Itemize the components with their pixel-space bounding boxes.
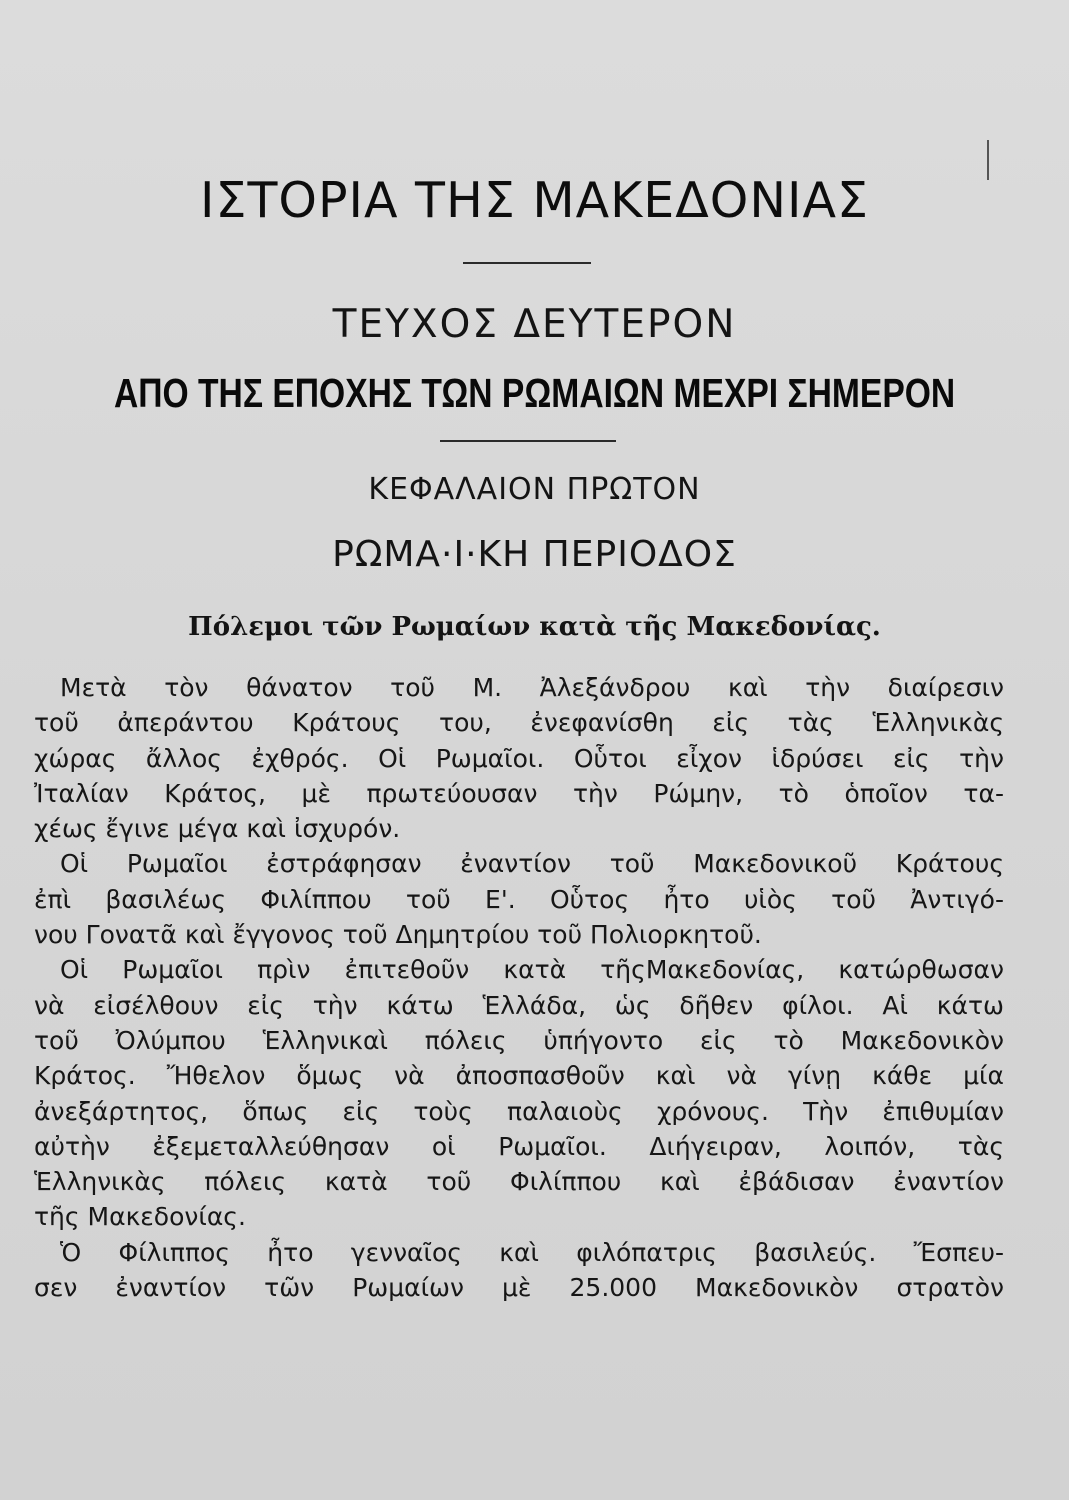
text-line: Κράτος. Ἤθελον ὅμως νὰ ἀποσπασθοῦν καὶ νὰ γίνῃ κάθε μία — [34, 1061, 1004, 1091]
text-line: Ὁ Φίλιππος ἦτο γενναῖος καὶ φιλόπατρις βασιλεύς. Ἔσπευ- — [60, 1237, 1004, 1267]
text-line: τοῦ ἀπεράντου Κράτους του, ἐνεφανίσθη εἰς τὰς Ἑλληνικὰς — [34, 708, 1004, 738]
text-line: νου Γονατᾶ καὶ ἔγγονος τοῦ Δημητρίου τοῦ Πολιορκητοῦ. — [34, 920, 762, 950]
text-line: σεν ἐναντίον τῶν Ρωμαίων μὲ 25.000 Μακεδονικὸν στρατὸν — [34, 1273, 1004, 1303]
section-heading: Πόλεμοι τῶν Ρωμαίων κατὰ τῆς Μακεδονίας. — [188, 612, 881, 642]
volume-subtitle: ΤΕΥΧΟΣ ΔΕΥΤΕΡΟΝ — [332, 302, 737, 347]
text-line: Οἱ Ρωμαῖοι ἐστράφησαν ἐναντίον τοῦ Μακεδονικοῦ Κράτους — [60, 849, 1004, 879]
text-line: Ἰταλίαν Κράτος, μὲ πρωτεύουσαν τὴν Ρώμην, τὸ ὁποῖον τα- — [34, 778, 1004, 808]
book-title: ΙΣΤΟΡΙΑ ΤΗΣ ΜΑΚΕΔΟΝΙΑΣ — [200, 172, 869, 229]
text-line: χέως ἔγινε μέγα καὶ ἰσχυρόν. — [34, 814, 401, 844]
text-line: ἀνεξάρτητος, ὅπως εἰς τοὺς παλαιοὺς χρόνους. Τὴν ἐπιθυμίαν — [34, 1096, 1004, 1126]
era-divider — [440, 440, 616, 442]
text-line: τοῦ Ὀλύμπου Ἑλληνικαὶ πόλεις ὑπήγοντο εἰς τὸ Μακεδονικὸν — [34, 1025, 1004, 1055]
text-line: Οἱ Ρωμαῖοι πρὶν ἐπιτεθοῦν κατὰ τῆςΜακεδονίας, κατώρθωσαν — [60, 955, 1004, 985]
text-line: Μετὰ τὸν θάνατον τοῦ Μ. Ἀλεξάνδρου καὶ τὴν διαίρεσιν — [60, 673, 1004, 702]
period-heading: ΡΩΜΑ·Ι·ΚΗ ΠΕΡΙΟΔΟΣ — [332, 534, 737, 575]
text-line: αὐτὴν ἐξεμεταλλεύθησαν οἱ Ρωμαῖοι. Διήγειραν, λοιπόν, τὰς — [34, 1131, 1004, 1161]
era-heading: ΑΠΟ ΤΗΣ ΕΠΟΧΗΣ ΤΩΝ ΡΩΜΑΙΩΝ ΜΕΧΡΙ ΣΗΜΕΡΟΝ — [113, 370, 956, 416]
text-line: Ἑλληνικὰς πόλεις κατὰ τοῦ Φιλίππου καὶ ἐβάδισαν ἐναντίον — [34, 1167, 1004, 1197]
text-line: ἐπὶ βασιλέως Φιλίππου τοῦ Ε'. Οὗτος ἦτο υἱὸς τοῦ Ἀντιγό- — [34, 884, 1004, 914]
chapter-heading: ΚΕΦΑΛΑΙΟΝ ΠΡΩΤΟΝ — [368, 472, 701, 507]
text-line: χώρας ἄλλος ἐχθρός. Οἱ Ρωμαῖοι. Οὗτοι εἶχον ἱδρύσει εἰς τὴν — [34, 743, 1004, 773]
body-text — [34, 670, 1004, 1305]
text-line: νὰ εἰσέλθουν εἰς τὴν κάτω Ἑλλάδα, ὡς δῆθεν φίλοι. Αἱ κάτω — [34, 990, 1004, 1020]
title-divider — [463, 262, 591, 264]
text-line: τῆς Μακεδονίας. — [34, 1202, 246, 1232]
